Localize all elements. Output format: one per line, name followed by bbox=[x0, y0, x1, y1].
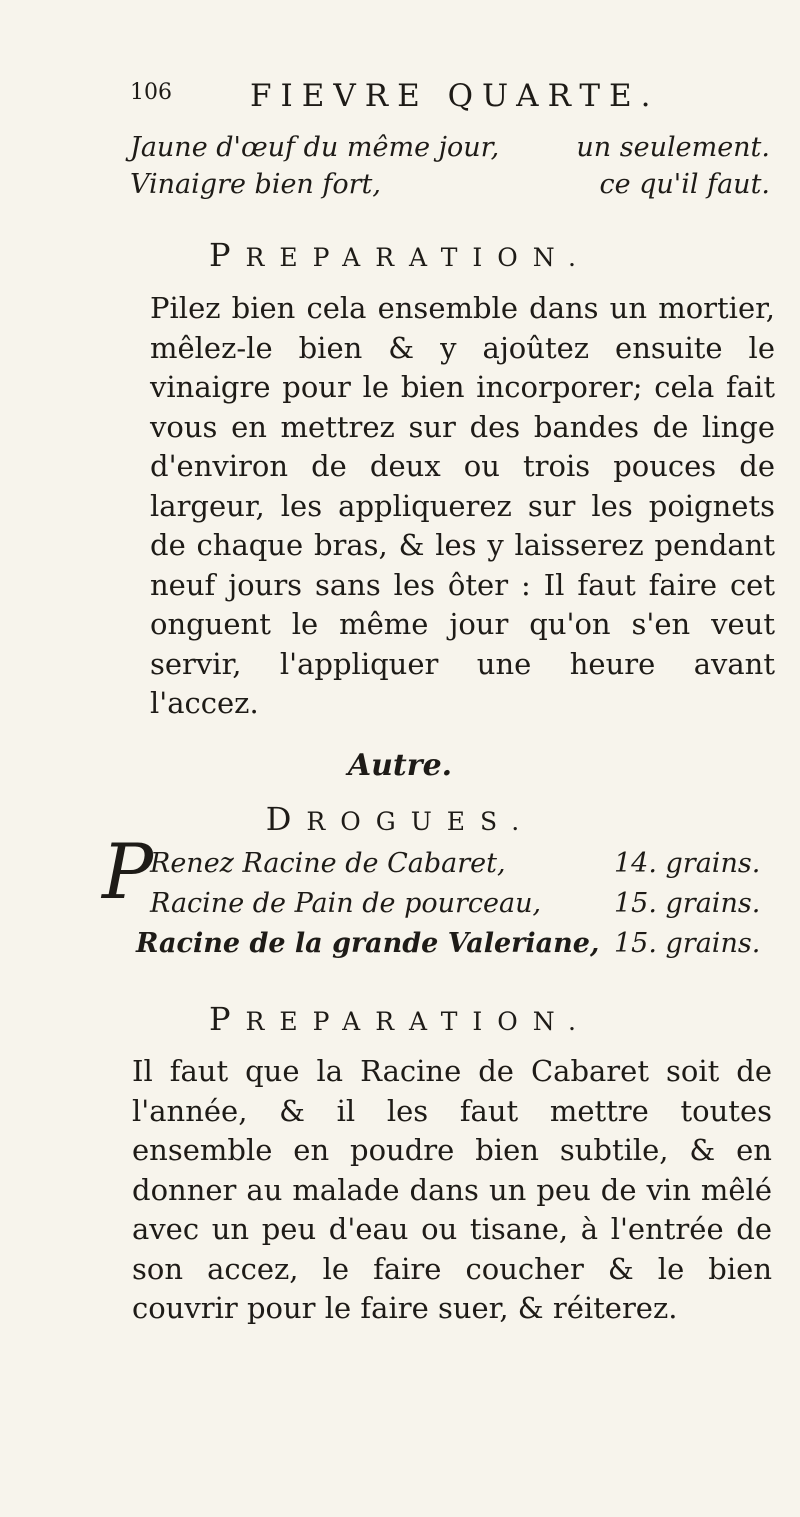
ingredient-quantity: ce qu'il faut. bbox=[599, 169, 770, 200]
ingredient-name: Vinaigre bien fort, bbox=[130, 169, 381, 200]
drug-name: Racine de Pain de pourceau, bbox=[150, 888, 542, 919]
drug-quantity: 14. grains. bbox=[614, 848, 761, 879]
section-title-autre: Autre. bbox=[347, 748, 453, 783]
page-number: 106 bbox=[130, 80, 172, 105]
drug-item bbox=[150, 848, 790, 892]
preparation-heading: PREPARATION. bbox=[209, 1000, 591, 1038]
ingredient-line bbox=[130, 132, 770, 172]
running-title: FIEVRE QUARTE. bbox=[250, 78, 660, 114]
drug-item bbox=[136, 928, 790, 972]
drop-cap: P bbox=[102, 827, 154, 916]
drug-quantity: 15. grains. bbox=[614, 928, 761, 959]
preparation-heading: PREPARATION. bbox=[209, 236, 591, 274]
preparation-paragraph: Il faut que la Racine de Cabaret soit de l'année, & il les faut mettre toutes ensemble en poudre bien subtile, & en donner au malade dans un peu de vin mêlé avec un peu d'eau ou tisane, à l'entrée de son accez, le faire coucher & le bien couvrir pour le faire suer, & réiterez. bbox=[132, 1054, 772, 1325]
drug-list bbox=[102, 827, 790, 1008]
page-header bbox=[130, 80, 790, 120]
drug-name: Racine de la grande Valeriane, bbox=[136, 928, 600, 959]
ingredient-quantity: un seulement. bbox=[576, 132, 770, 163]
drug-item bbox=[150, 888, 790, 932]
drogues-heading: DROGUES. bbox=[265, 800, 535, 838]
drug-name: Renez Racine de Cabaret, bbox=[150, 848, 506, 879]
drug-quantity: 15. grains. bbox=[614, 888, 761, 919]
ingredient-name: Jaune d'œuf du même jour, bbox=[130, 132, 500, 163]
preparation-paragraph: Pilez bien cela ensemble dans un mortier, mêlez-le bien & y ajoûtez ensuite le vinaigre pour le bien incorporer; cela fait vous en mettrez sur des bandes de linge d'environ de deux ou trois pouces de largeur, les appliquerez sur les poignets de chaque bras, & les y laisserez pendant neuf jours sans les ôter : Il faut faire cet onguent le même jour qu'on s'en veut servir, l'appliquer une heure avant l'accez. bbox=[150, 291, 775, 720]
ingredient-line bbox=[130, 169, 770, 209]
